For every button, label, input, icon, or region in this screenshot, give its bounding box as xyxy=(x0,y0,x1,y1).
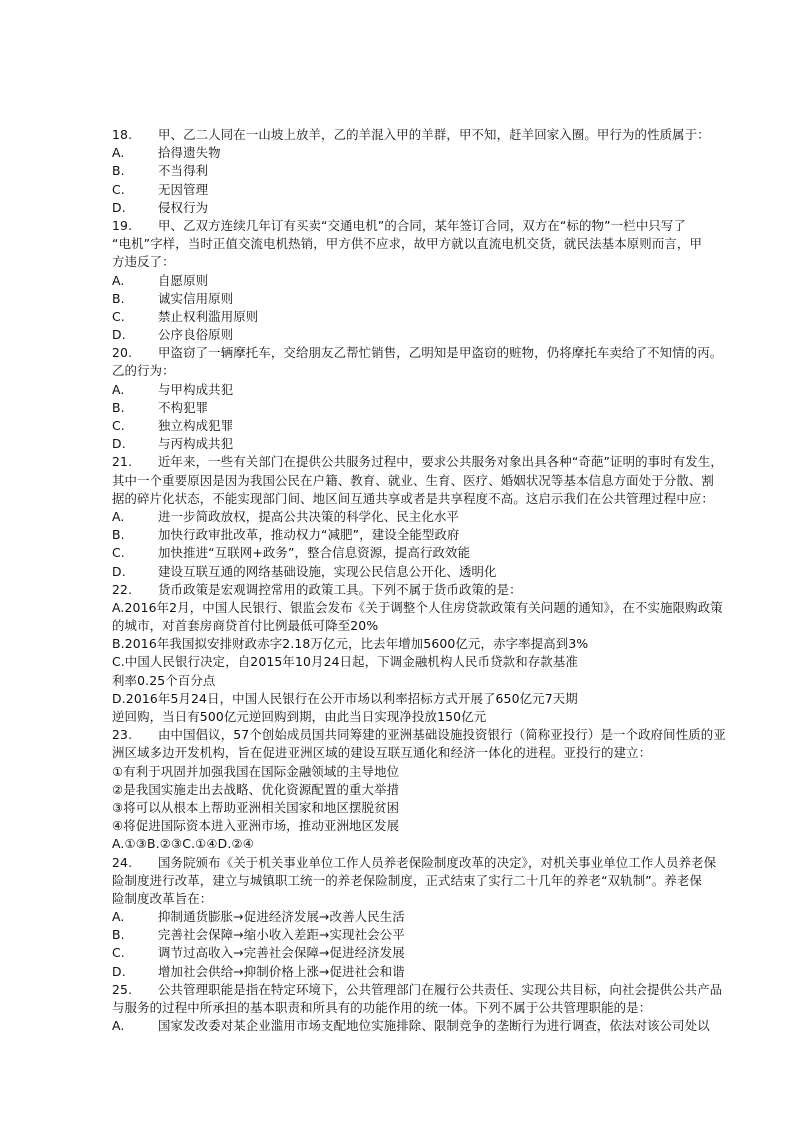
option-text: 禁止权利滥用原则 xyxy=(158,308,259,324)
option-letter: C. xyxy=(112,945,125,961)
question-block xyxy=(112,453,794,580)
question-stem-text: 近年来，一些有关部门在提供公共服务过程中，要求公共服务对象出具各种“奇葩”证明的事时有发生， xyxy=(158,454,723,470)
answer-option xyxy=(112,399,794,417)
option-or-statement-line: B.2016年我国拟安排财政赤字2.18万亿元，比去年增加5600亿元，赤字率提高到3% xyxy=(112,636,589,652)
question-number: 21. xyxy=(112,454,133,470)
option-text: 抑制通货膨胀→促进经济发展→改善人民生活 xyxy=(158,909,405,925)
option-text: 不构犯罪 xyxy=(158,399,209,415)
question-block xyxy=(112,854,794,981)
question-stem-continuation: 乙的行为： xyxy=(112,363,175,379)
option-letter: B. xyxy=(112,399,125,415)
option-text: 不当得利 xyxy=(158,163,209,179)
question-stem-line xyxy=(112,217,794,235)
answer-option xyxy=(112,290,794,308)
question-stem-continuation: 据的碎片化状态，不能实现部门间、地区间互通共享或者是共享程度不高。这启示我们在公共管理过程中应： xyxy=(112,490,714,506)
question-stem-continuation: “电机”字样，当时正值交流电机热销，甲方供不应求，故甲方就以直流电机交货，就民法基本原则而言，甲 xyxy=(112,236,703,252)
question-stem-text: 国务院颁布《关于机关事业单位工作人员养老保险制度改革的决定》，对机关事业单位工作人员养老保 xyxy=(158,854,717,870)
option-letter: C. xyxy=(112,181,125,197)
option-letter: A. xyxy=(112,272,125,288)
option-text: 诚实信用原则 xyxy=(158,290,234,306)
question-stem-continuation: 其中一个重要原因是因为我国公民在户籍、教育、就业、生育、医疗、婚姻状况等基本信息方面处于分散、割 xyxy=(112,472,714,488)
option-or-statement-line: ④将促进国际资本进入亚洲市场，推动亚洲地区发展 xyxy=(112,818,400,834)
option-text: 拾得遗失物 xyxy=(158,145,221,161)
option-letter: C. xyxy=(112,418,125,433)
question-number: 22. xyxy=(112,581,133,597)
option-or-statement-line: D.2016年5月24日，中国人民银行在公开市场以利率招标方式开展了650亿元7天期 xyxy=(112,690,578,706)
answer-option xyxy=(112,308,794,326)
answer-option xyxy=(112,381,794,399)
option-letter: B. xyxy=(112,163,125,179)
option-text: 加快行政审批改革，推动权力“减肥”，建设全能型政府 xyxy=(158,527,460,543)
option-letter: D. xyxy=(112,199,126,215)
option-text: 侵权行为 xyxy=(158,199,209,215)
answer-option xyxy=(112,181,794,199)
question-block xyxy=(112,581,794,727)
option-text: 自愿原则 xyxy=(158,272,209,288)
question-stem-text: 甲、乙二人同在一山坡上放羊，乙的羊混入甲的羊群，甲不知，赶羊回家入圈。甲行为的性质属于： xyxy=(158,127,710,142)
question-block xyxy=(112,217,794,344)
question-number: 23. xyxy=(112,727,133,743)
answer-option xyxy=(112,272,794,290)
question-stem-continuation: 与服务的过程中所承担的基本职责和所具有的功能作用的统一体。下列不属于公共管理职能的是： xyxy=(112,1000,652,1015)
question-block xyxy=(112,726,794,853)
option-letter: A. xyxy=(112,508,125,524)
answer-option xyxy=(112,508,794,526)
question-stem-continuation: 险制度改革旨在： xyxy=(112,890,213,906)
answer-option xyxy=(112,908,794,926)
question-stem-text: 甲盗窃了一辆摩托车，交给朋友乙帮忙销售，乙明知是甲盗窃的赃物，仍将摩托车卖给了不知情的丙。 xyxy=(158,345,723,361)
question-number: 18. xyxy=(112,127,133,142)
question-stem-line xyxy=(112,981,794,999)
option-text: 与甲构成共犯 xyxy=(158,381,234,397)
option-letter: D. xyxy=(112,563,126,579)
option-text: 进一步简政放权，提高公共决策的科学化、民主化水平 xyxy=(158,508,459,524)
answer-option xyxy=(112,435,794,453)
option-or-statement-line: 的城市，对首套房商贷首付比例最低可降至20% xyxy=(112,618,379,634)
option-text: 国家发改委对某企业滥用市场支配地位实施排除、限制竞争的垄断行为进行调查，依法对该公司处以 xyxy=(158,1018,710,1034)
answer-option xyxy=(112,926,794,944)
option-text: 增加社会供给→抑制价格上涨→促进社会和谐 xyxy=(158,963,405,979)
option-text: 加快推进“互联网+政务”，整合信息资源，提高行政效能 xyxy=(158,545,471,561)
option-text: 独立构成犯罪 xyxy=(158,418,234,433)
question-stem-text: 公共管理职能是指在特定环境下，公共管理部门在履行公共责任、实现公共目标，向社会提供公共产品 xyxy=(158,981,723,997)
option-letter: B. xyxy=(112,527,125,543)
option-or-statement-line: ③将可以从根本上帮助亚洲相关国家和地区摆脱贫困 xyxy=(112,799,400,815)
question-stem-line xyxy=(112,453,794,471)
question-stem-line xyxy=(112,854,794,872)
option-or-statement-line: C.中国人民银行决定，自2015年10月24日起，下调金融机构人民币贷款和存款基准 xyxy=(112,654,578,670)
question-block xyxy=(112,344,794,453)
answer-option xyxy=(112,526,794,544)
question-stem-line xyxy=(112,126,794,144)
question-stem-continuation: 洲区域多边开发机构，旨在促进亚洲区域的建设互联互通化和经济一体化的进程。亚投行的建立： xyxy=(112,745,652,761)
answer-option xyxy=(112,944,794,962)
question-stem-text: 甲、乙双方连续几年订有买卖“交通电机”的合同，某年签订合同，双方在“标的物”一栏中只写了 xyxy=(158,217,686,233)
option-letter: C. xyxy=(112,308,125,324)
option-letter: B. xyxy=(112,290,125,306)
option-text: 公序良俗原则 xyxy=(158,327,234,343)
question-stem-continuation: 险制度进行改革，建立与城镇职工统一的养老保险制度，正式结束了实行二十几年的养老“双轨制”。养老保 xyxy=(112,872,703,888)
question-stem-line xyxy=(112,726,794,744)
option-letter: D. xyxy=(112,327,126,343)
question-stem-line xyxy=(112,344,794,362)
option-letter: C. xyxy=(112,545,125,561)
option-or-statement-line: 逆回购，当日有500亿元逆回购到期，由此当日实现净投放150亿元 xyxy=(112,709,487,724)
option-letter: B. xyxy=(112,927,125,943)
option-letter: A. xyxy=(112,909,125,925)
answer-option xyxy=(112,199,794,217)
option-text: 无因管理 xyxy=(158,181,209,197)
option-or-statement-line: ①有利于巩固并加强我国在国际金融领域的主导地位 xyxy=(112,763,400,779)
question-number: 20. xyxy=(112,345,133,361)
question-stem-continuation: 方违反了： xyxy=(112,254,175,270)
question-number: 24. xyxy=(112,854,133,870)
option-or-statement-line: A.①③B.②③C.①④D.②④ xyxy=(112,836,254,852)
option-letter: A. xyxy=(112,145,125,161)
option-letter: A. xyxy=(112,381,125,397)
question-number: 25. xyxy=(112,981,133,997)
option-text: 与丙构成共犯 xyxy=(158,436,234,452)
question-stem-text: 货币政策是宏观调控常用的政策工具。下列不属于货币政策的是： xyxy=(158,581,522,597)
option-text: 调节过高收入→完善社会保障→促进经济发展 xyxy=(158,945,405,961)
option-or-statement-line: 利率0.25个百分点 xyxy=(112,672,216,688)
option-letter: D. xyxy=(112,436,126,452)
answer-option xyxy=(112,563,794,581)
option-or-statement-line: ②是我国实施走出去战略、优化资源配置的重大举措 xyxy=(112,781,400,797)
answer-option xyxy=(112,326,794,344)
option-letter: D. xyxy=(112,963,126,979)
answer-option xyxy=(112,162,794,180)
answer-option xyxy=(112,144,794,162)
question-stem-text: 由中国倡议，57个创始成员国共同筹建的亚洲基础设施投资银行（简称亚投行）是一个政府间性质的亚 xyxy=(158,727,726,743)
option-or-statement-line: A.2016年2月，中国人民银行、银监会发布《关于调整个人住房贷款政策有关问题的通知》，在不实施限购政策 xyxy=(112,599,723,615)
option-letter: A. xyxy=(112,1018,125,1034)
answer-option xyxy=(112,963,794,981)
question-number: 19. xyxy=(112,217,133,233)
question-stem-line xyxy=(112,581,794,599)
document-page xyxy=(112,126,794,1035)
answer-option xyxy=(112,544,794,562)
answer-option xyxy=(112,417,794,435)
option-text: 完善社会保障→缩小收入差距→实现社会公平 xyxy=(158,927,405,943)
question-block xyxy=(112,126,794,217)
question-block xyxy=(112,981,794,1036)
option-text: 建设互联互通的网络基础设施，实现公民信息公开化、透明化 xyxy=(158,563,497,579)
answer-option xyxy=(112,1017,794,1035)
